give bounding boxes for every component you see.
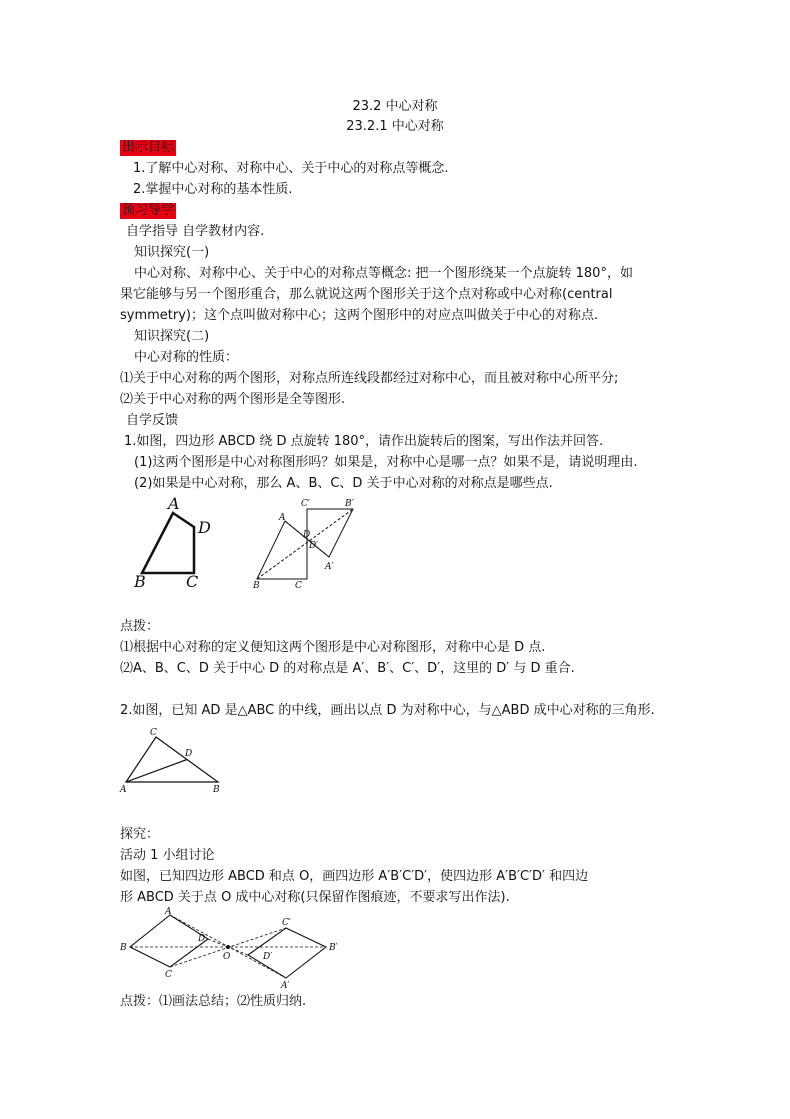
tag-goals [120,140,176,156]
label-C1: C′ [301,499,310,509]
dashed-line-bb [257,509,353,579]
median-ad [126,760,187,783]
property-title: 中心对称的性质： [134,350,239,365]
self-study: 自学指导 自学教材内容. [126,224,265,239]
figure-quadrilateral [130,495,230,595]
question-1: 1.如图，四边形 ABCD 绕 D 点旋转 180°，请作出旋转后的图案，写出作法并回答. [124,434,604,449]
concept-line-3: symmetry)；这个点叫做对称中心；这两个图形中的对应点叫做关于中心的对称点. [120,308,599,323]
question-1-a: (1)这两个图形是中心对称图形吗？如果是，对称中心是哪一点？如果不是，请说明理由. [134,455,638,470]
label-D1: D′ [263,952,273,962]
label-B1: B′ [329,943,338,953]
activity-line-2: 形 ABCD 关于点 O 成中心对称(只保留作图痕迹，不要求写出作法). [120,890,510,905]
label-C: C [295,581,302,591]
label-B: B [134,572,146,591]
property-1: ⑴关于中心对称的两个图形，对称点所连线段都经过对称中心，而且被对称中心所平分; [120,371,619,386]
label-D: D [185,749,193,759]
original-quad [257,521,307,579]
label-B1: B′ [345,499,354,509]
question-1-b: (2)如果是中心对称，那么 A、B、C、D 关于中心对称的对称点是哪些点. [134,476,553,491]
property-2: ⑵关于中心对称的两个图形是全等图形. [120,392,346,407]
label-A: A [165,907,172,917]
label-C: C [150,728,157,738]
label-D: D [198,518,211,537]
figure-triangle [118,725,228,797]
hint-label: 点拨： [120,619,160,634]
concept-line-1: 中心对称、对称中心、关于中心的对称点等概念: 把一个图形绕某一个点旋转 180°，如 [134,266,633,281]
explore-1: 知识探究(一) [134,245,210,260]
page-title: 23.2 中心对称 [352,99,438,114]
label-O: O [223,952,231,962]
label-A: A [279,513,286,523]
label-A: A [120,785,127,795]
page-subtitle: 23.2.1 中心对称 [346,119,444,134]
label-C: C [186,572,199,591]
tag-preview-label: 预习导学 [122,203,175,218]
question-2: 2.如图，已知 AD 是△ABC 的中线，画出以点 D 为对称中心，与△ABD 成中心对称的三角形. [120,703,655,718]
label-D1: D′ [309,541,319,551]
label-A1: A′ [325,562,334,572]
tag-preview [120,203,176,219]
figure-symmetric-quads [118,905,348,990]
goal-1: 1.了解中心对称、对称中心、关于中心的对称点等概念. [133,161,449,176]
tag-goals-label: 出示目标 [122,140,175,155]
label-B: B [120,943,127,953]
label-C1: C′ [282,918,291,928]
quad-abcd [130,915,208,967]
final-hint: 点拨：⑴画法总结；⑵性质归纳. [120,994,307,1009]
activity-heading: 活动 1 小组讨论 [120,848,215,863]
label-D: D [303,530,311,540]
label-C: C [165,970,172,980]
concept-line-2: 果它能够与另一个图形重合，那么就说这两个图形关于这个点对称或中心对称(central [120,287,613,302]
quadrilateral-shape [142,513,194,573]
triangle-abc [126,737,218,782]
activity-line-1: 如图，已知四边形 ABCD 和点 O，画四边形 A′B′C′D′，使四边形 A′B′C′D′ 和四边 [120,869,589,884]
label-A1: A′ [281,981,290,991]
point-o [226,945,230,949]
explore-2: 知识探究(二) [134,329,210,344]
hint-1: ⑴根据中心对称的定义便知这两个图形是中心对称图形，对称中心是 D 点. [120,640,546,655]
label-B: B [213,785,220,795]
label-A: A [168,494,180,513]
hint-2: ⑵A、B、C、D 关于中心 D 的对称点是 A′、B′、C′、D′，这里的 D′ 与 D 重合. [120,661,575,676]
label-D: D [198,934,206,944]
goal-2: 2.掌握中心对称的基本性质. [133,182,293,197]
figure-rotated-pair [245,495,365,595]
feedback-heading: 自学反馈 [126,413,179,428]
explore-label: 探究： [120,827,160,842]
quad-a1b1c1d1 [248,928,326,978]
label-B: B [253,581,260,591]
